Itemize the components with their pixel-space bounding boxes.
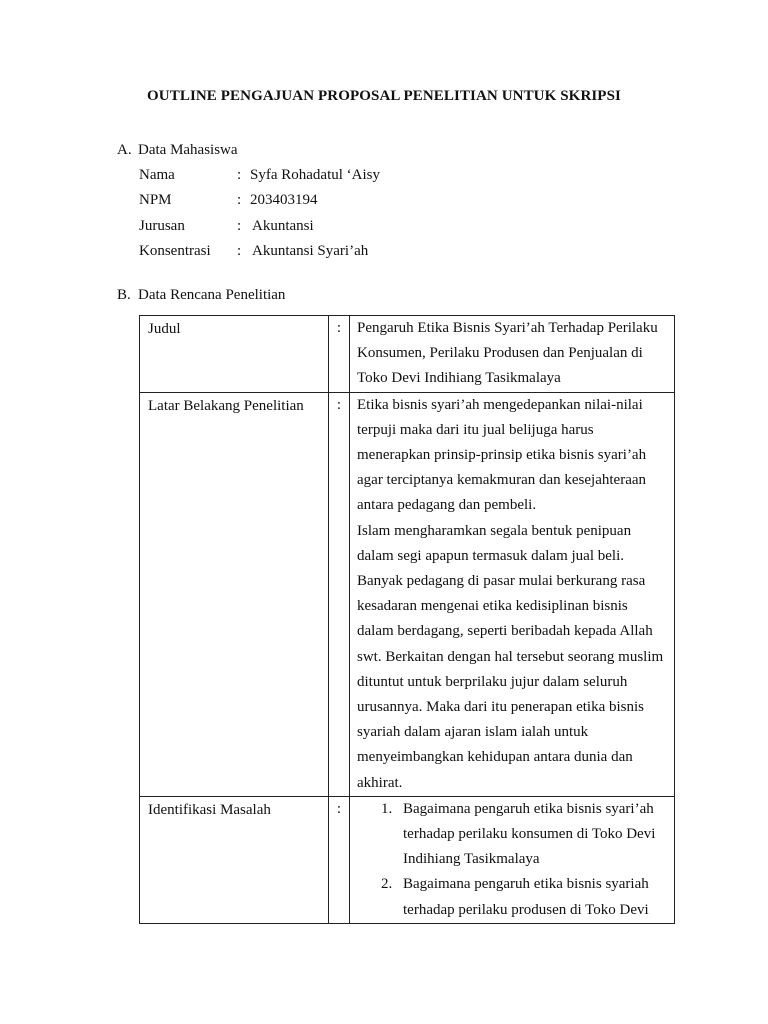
field-colon: : <box>237 218 242 234</box>
section-b-letter: B. <box>117 287 131 303</box>
table-row-judul <box>140 316 675 393</box>
section-a-letter: A. <box>117 142 132 158</box>
latar-paragraph-2: Islam mengharamkan segala bentuk penipuan dalam segi apapun termasuk dalam jual beli. <box>357 522 632 564</box>
row-value-judul: Pengaruh Etika Bisnis Syari’ah Terhadap Perilaku Konsumen, Perilaku Produsen dan Penjualan di Toko Devi Indihiang Tasikmalaya <box>350 316 675 393</box>
list-item <box>357 872 668 922</box>
field-label-nama: Nama <box>139 167 175 183</box>
section-a-title: Data Mahasiswa <box>138 142 238 158</box>
field-colon: : <box>237 192 242 208</box>
row-colon: : <box>329 316 350 393</box>
row-value-identifikasi <box>350 796 675 923</box>
field-value-jurusan: Akuntansi <box>252 218 314 234</box>
list-item-number: 1. <box>381 800 393 817</box>
row-colon: : <box>329 796 350 923</box>
research-plan-table <box>139 315 675 924</box>
issue-list <box>357 797 668 923</box>
field-label-jurusan: Jurusan <box>139 218 185 234</box>
field-colon: : <box>237 167 242 183</box>
field-value-nama: Syfa Rohadatul ‘Aisy <box>250 167 380 183</box>
table-row-identifikasi <box>140 796 675 923</box>
row-label-identifikasi: Identifikasi Masalah <box>140 796 329 923</box>
document-title: OUTLINE PENGAJUAN PROPOSAL PENELITIAN UNTUK SKRIPSI <box>147 88 621 104</box>
field-value-npm: 203403194 <box>250 192 318 208</box>
field-label-npm: NPM <box>139 192 172 208</box>
latar-paragraph-3: Banyak pedagang di pasar mulai berkurang rasa kesadaran mengenai etika kedisiplinan bisnis dalam berdagang, seperti beribadah kepada Allah swt. Berkaitan dengan hal tersebut seorang muslim dituntut untuk berprilaku jujur dalam seluruh urusannya. Maka dari itu penerapan etika bisnis syariah dalam ajaran islam ialah untuk menyeimbangkan kehidupan antara dunia dan akhirat. <box>357 573 664 791</box>
section-b-heading <box>117 287 285 304</box>
row-label-judul: Judul <box>140 316 329 393</box>
field-label-konsentrasi: Konsentrasi <box>139 243 211 259</box>
list-item-number: 2. <box>381 876 393 893</box>
section-b-title: Data Rencana Penelitian <box>138 287 286 303</box>
row-value-latar <box>350 392 675 796</box>
table-row-latar <box>140 392 675 796</box>
section-a-heading <box>117 142 238 159</box>
latar-paragraph-1: Etika bisnis syari’ah mengedepankan nilai-nilai terpuji maka dari itu jual belijuga harus menerapkan prinsip-prinsip etika bisnis syari’ah agar terciptanya kemakmuran dan kesejahteraan antara pedagang dan pembeli. <box>357 396 647 514</box>
list-item-text: Bagaimana pengaruh etika bisnis syari’ah terhadap perilaku konsumen di Toko Devi Indihiang Tasikmalaya <box>403 800 656 868</box>
field-colon: : <box>237 243 242 259</box>
list-item-text: Bagaimana pengaruh etika bisnis syariah terhadap perilaku produsen di Toko Devi <box>403 876 649 918</box>
row-colon: : <box>329 392 350 796</box>
field-value-konsentrasi: Akuntansi Syari’ah <box>252 243 369 259</box>
row-label-latar: Latar Belakang Penelitian <box>140 392 329 796</box>
list-item <box>357 797 668 873</box>
